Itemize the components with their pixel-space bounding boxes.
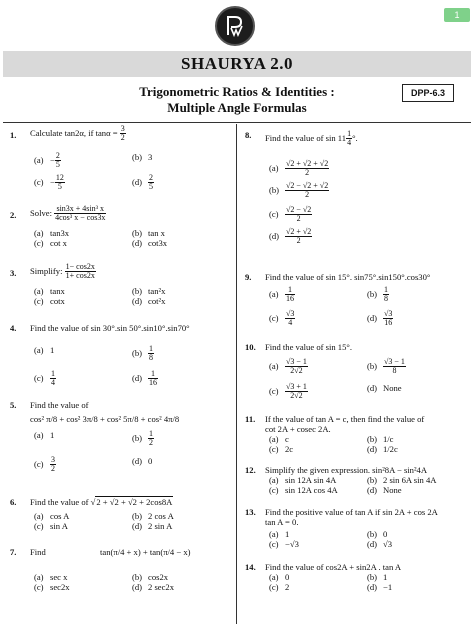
- stem-text: Find the value of sin 15°. sin75°.sin150°.cos30°: [265, 272, 431, 282]
- option-fraction: [55, 174, 65, 192]
- fraction-numerator: √3 + 1: [286, 382, 307, 391]
- option-fraction: [383, 310, 393, 328]
- left-question-number: 7.: [10, 547, 17, 557]
- option-letter: (c): [34, 521, 44, 531]
- option-letter: (a): [269, 434, 279, 444]
- answer-option: [367, 383, 402, 393]
- answer-option: [34, 456, 56, 474]
- page-title: SHAURYA 2.0: [3, 51, 471, 77]
- option-letter: (a): [269, 288, 279, 299]
- answer-option: [367, 485, 402, 495]
- answer-option: [269, 206, 312, 224]
- option-value: 0: [148, 456, 153, 466]
- pw-logo: [215, 6, 255, 46]
- answer-option: [132, 296, 165, 306]
- option-letter: (d): [132, 296, 143, 306]
- answer-option: [269, 572, 289, 582]
- option-value: 0: [285, 572, 290, 582]
- option-letter: (a): [269, 162, 279, 173]
- answer-option: [34, 286, 65, 296]
- left-question-number: 1.: [10, 130, 17, 140]
- fraction-denominator: 8: [384, 294, 388, 304]
- option-value: 2 sin A: [148, 521, 173, 531]
- answer-option: [367, 286, 389, 304]
- fraction-numerator: sin3x + 4sin³ x: [54, 205, 106, 214]
- option-letter: (a): [34, 228, 44, 238]
- answer-option: [34, 152, 61, 170]
- answer-option: [367, 572, 387, 582]
- degree-sign: °.: [352, 132, 358, 143]
- option-letter: (c): [34, 372, 44, 383]
- option-fraction: [285, 160, 329, 178]
- option-letter: (c): [269, 539, 279, 549]
- fraction-numerator: √2 + √2: [286, 227, 312, 236]
- option-letter: (b): [367, 529, 378, 539]
- answer-option: [132, 174, 154, 192]
- left-question-stem: [30, 205, 106, 223]
- option-letter: (c): [34, 458, 44, 469]
- answer-option: [269, 434, 289, 444]
- option-value: √3: [383, 539, 393, 549]
- fraction-denominator: 2√2: [290, 366, 303, 376]
- right-question-stem: [265, 465, 427, 475]
- answer-option: [269, 485, 338, 495]
- option-value: 2 sec2x: [148, 582, 175, 592]
- fraction-denominator: 4: [288, 318, 293, 328]
- answer-option: [269, 286, 295, 304]
- option-value: 1/2c: [383, 444, 398, 454]
- option-value: sin A: [50, 521, 68, 531]
- fraction-denominator: 2: [149, 438, 153, 448]
- option-value: cot²x: [148, 296, 166, 306]
- right-question-number: 13.: [245, 507, 256, 517]
- option-letter: (c): [269, 208, 279, 219]
- option-fraction: [285, 286, 295, 304]
- answer-option: [269, 160, 329, 178]
- option-letter: (d): [269, 230, 280, 241]
- subtitle-line-2: Multiple Angle Formulas: [167, 100, 307, 115]
- option-fraction: [148, 430, 154, 448]
- answer-option: [132, 370, 158, 388]
- option-value: 2 cos A: [148, 511, 174, 521]
- fraction-denominator: 2: [305, 190, 310, 200]
- fraction-denominator: 2: [305, 168, 310, 178]
- answer-option: [367, 444, 398, 454]
- option-letter: (b): [132, 286, 143, 296]
- right-question-number: 14.: [245, 562, 256, 572]
- stem-text: Find the value of: [30, 497, 89, 507]
- option-letter: (d): [367, 444, 378, 454]
- option-letter: (a): [269, 572, 279, 582]
- option-value: cotx: [50, 296, 65, 306]
- option-letter: (b): [132, 152, 143, 162]
- option-fraction: [50, 456, 56, 474]
- stem-text: Find the value of cos2A + sin2A . tan A: [265, 562, 402, 572]
- option-letter: (d): [367, 312, 378, 323]
- answer-option: [132, 345, 154, 363]
- left-question-stem: [30, 125, 126, 143]
- fraction-numerator: √3 − 1: [384, 357, 405, 366]
- option-letter: (a): [34, 286, 44, 296]
- answer-option: [269, 475, 336, 485]
- fraction-numerator: 1: [148, 370, 158, 379]
- right-question-stem: [265, 562, 401, 572]
- option-value: tan3x: [50, 228, 70, 238]
- option-fraction: [285, 182, 329, 200]
- answer-option: [132, 572, 168, 582]
- stem-text: Find the positive value of tan A if sin 2A + cos 2A: [265, 507, 438, 517]
- option-value: 2: [285, 582, 290, 592]
- option-fraction: [148, 370, 158, 388]
- left-question-number: 2.: [10, 210, 17, 220]
- fraction-numerator: 1: [384, 285, 388, 294]
- option-letter: (b): [132, 228, 143, 238]
- dpp-badge: DPP-6.3: [402, 84, 454, 102]
- option-fraction: [285, 383, 308, 401]
- answer-option: [34, 296, 65, 306]
- right-question-stem: [265, 507, 438, 517]
- option-value: 1: [50, 430, 55, 440]
- fraction-numerator: √3: [384, 309, 393, 318]
- option-value: −1: [383, 582, 393, 592]
- option-fraction: [285, 358, 308, 376]
- fraction-numerator: 1: [347, 129, 352, 138]
- option-letter: (a): [269, 529, 279, 539]
- option-letter: (d): [132, 521, 143, 531]
- answer-option: [34, 370, 56, 388]
- option-fraction: [383, 286, 389, 304]
- option-value: None: [383, 485, 402, 495]
- option-value: 1: [383, 572, 388, 582]
- left-question-stem: [30, 400, 88, 410]
- answer-option: [132, 228, 165, 238]
- answer-option: [367, 434, 394, 444]
- option-fraction: [285, 228, 312, 246]
- stem-fraction: [65, 263, 96, 281]
- stem-text: Find the value of sin 11: [265, 132, 347, 143]
- fraction-denominator: 16: [286, 294, 294, 304]
- answer-option: [132, 582, 174, 592]
- right-question-number: 11.: [245, 414, 256, 424]
- answer-option: [132, 456, 152, 466]
- option-letter: (c): [34, 176, 44, 187]
- option-letter: (a): [269, 475, 279, 485]
- answer-option: [269, 228, 312, 246]
- option-letter: (b): [269, 184, 280, 195]
- right-question-stem: [265, 130, 358, 148]
- stem-text: If the value of tan A = c, then find the value of: [265, 414, 425, 424]
- answer-option: [367, 475, 436, 485]
- right-question-stem: [265, 414, 424, 424]
- option-letter: (c): [34, 238, 44, 248]
- answer-option: [34, 430, 54, 440]
- right-question-stem: [265, 342, 352, 352]
- right-question-stem: [265, 272, 430, 282]
- option-value: None: [383, 383, 402, 393]
- fraction-numerator: √2 − √2 + √2: [286, 181, 329, 190]
- fraction-numerator: 1: [149, 429, 153, 438]
- option-value: 1/c: [383, 434, 394, 444]
- option-letter: (a): [34, 511, 44, 521]
- answer-option: [34, 511, 69, 521]
- answer-option: [367, 310, 393, 328]
- option-letter: (b): [132, 511, 143, 521]
- page-number-badge: 1: [444, 8, 470, 22]
- fraction-numerator: 12: [55, 173, 64, 182]
- stem-fraction: [54, 205, 106, 223]
- option-value: c: [285, 434, 289, 444]
- answer-option: [34, 238, 67, 248]
- option-letter: (c): [34, 296, 44, 306]
- option-letter: (a): [34, 154, 44, 165]
- fraction-denominator: 4: [51, 378, 55, 388]
- fraction-numerator: 1: [149, 344, 153, 353]
- option-value: 0: [383, 529, 388, 539]
- option-sign: −: [50, 154, 55, 165]
- left-question-stem: [30, 547, 100, 557]
- option-fraction: [148, 174, 154, 192]
- option-value: tanx: [50, 286, 65, 296]
- fraction-numerator: √3 − 1: [286, 357, 307, 366]
- option-fraction: [383, 358, 406, 376]
- answer-option: [367, 358, 406, 376]
- option-value: 2 sin 6A sin 4A: [383, 475, 437, 485]
- option-letter: (b): [367, 475, 378, 485]
- fraction-numerator: √2 + √2 + √2: [286, 159, 329, 168]
- option-letter: (b): [132, 347, 143, 358]
- option-letter: (b): [367, 572, 378, 582]
- option-value: −√3: [285, 539, 299, 549]
- option-value: tan x: [148, 228, 165, 238]
- option-value: sec2x: [50, 582, 70, 592]
- left-question-number: 5.: [10, 400, 17, 410]
- option-letter: (c): [34, 582, 44, 592]
- answer-option: [132, 511, 174, 521]
- option-letter: (b): [132, 572, 143, 582]
- left-question-number: 6.: [10, 497, 17, 507]
- option-letter: (b): [132, 432, 143, 443]
- option-fraction: [285, 310, 295, 328]
- option-value: cot3x: [148, 238, 168, 248]
- option-letter: (b): [367, 360, 378, 371]
- answer-option: [132, 430, 154, 448]
- answer-option: [34, 521, 68, 531]
- stem-text: Find the value of: [30, 400, 89, 410]
- option-value: 2c: [285, 444, 294, 454]
- fraction-numerator: 3: [51, 455, 55, 464]
- right-question-stem-line-2: cot 2A + cosec 2A.: [265, 424, 331, 434]
- option-letter: (d): [367, 383, 378, 393]
- answer-option: [132, 152, 152, 162]
- right-question-stem-line-2: tan A = 0.: [265, 517, 299, 527]
- column-divider: [236, 124, 237, 624]
- answer-option: [269, 182, 329, 200]
- fraction-numerator: 1− cos2x: [65, 262, 95, 271]
- stem-text: Solve:: [30, 207, 52, 218]
- answer-option: [367, 582, 392, 592]
- option-letter: (d): [132, 582, 143, 592]
- stem-fraction: [120, 125, 126, 143]
- answer-option: [34, 345, 54, 355]
- fraction-denominator: 2√2: [290, 391, 303, 401]
- left-question-expression: cos² π/8 + cos² 3π/8 + cos² 5π/8 + cos² 4π/8: [30, 414, 180, 424]
- header-divider: [3, 122, 471, 123]
- option-letter: (c): [269, 444, 279, 454]
- right-question-number: 8.: [245, 130, 252, 140]
- option-letter: (d): [132, 456, 143, 466]
- fraction-denominator: 16: [149, 378, 157, 388]
- fraction-numerator: 1: [285, 286, 295, 295]
- option-fraction: [285, 206, 312, 224]
- answer-option: [269, 383, 308, 401]
- option-letter: (c): [269, 582, 279, 592]
- stem-text: Calculate tan2α, if tanα =: [30, 127, 118, 138]
- fraction-denominator: 2: [296, 236, 301, 246]
- answer-option: [34, 174, 65, 192]
- option-letter: (d): [132, 372, 143, 383]
- fraction-denominator: 5: [57, 182, 62, 192]
- option-sign: −: [50, 176, 55, 187]
- fraction-numerator: 2: [55, 151, 60, 160]
- option-value: cot x: [50, 238, 67, 248]
- option-fraction: [148, 345, 154, 363]
- left-question-stem: [30, 497, 173, 507]
- option-letter: (a): [34, 345, 44, 355]
- answer-option: [269, 358, 308, 376]
- answer-option: [34, 228, 69, 238]
- fraction-denominator: 4cos³ x − cos3x: [55, 213, 106, 223]
- answer-option: [269, 444, 293, 454]
- right-question-number: 9.: [245, 272, 252, 282]
- fraction-denominator: 5: [149, 182, 153, 192]
- subtitle-line-1: Trigonometric Ratios & Identities :: [139, 84, 335, 99]
- option-letter: (d): [367, 485, 378, 495]
- answer-option: [367, 539, 392, 549]
- answer-option: [34, 582, 70, 592]
- option-letter: (a): [34, 572, 44, 582]
- answer-option: [34, 572, 67, 582]
- option-letter: (a): [269, 360, 279, 371]
- stem-text: Find: [30, 547, 46, 557]
- fraction-denominator: 2: [296, 214, 301, 224]
- option-value: cos A: [50, 511, 70, 521]
- left-question-number: 3.: [10, 268, 17, 278]
- fraction-denominator: 16: [384, 318, 393, 328]
- fraction-numerator: 2: [149, 173, 153, 182]
- option-value: sin 12A cos 4A: [285, 485, 338, 495]
- option-value: sec x: [50, 572, 68, 582]
- answer-option: [269, 582, 289, 592]
- left-question-number: 4.: [10, 323, 17, 333]
- option-letter: (c): [269, 312, 279, 323]
- right-question-number: 12.: [245, 465, 256, 475]
- option-value: 1: [285, 529, 290, 539]
- answer-option: [367, 529, 387, 539]
- left-question-expression: tan(π/4 + x) + tan(π/4 − x): [100, 547, 191, 557]
- sqrt-sign: √: [90, 497, 96, 507]
- option-letter: (d): [132, 176, 143, 187]
- stem-text: Simplify the given expression. sin²8A − sin²4A: [265, 465, 428, 475]
- option-value: tan²x: [148, 286, 166, 296]
- option-value: 1: [50, 345, 55, 355]
- right-question-number: 10.: [245, 342, 256, 352]
- option-fraction: [50, 370, 56, 388]
- option-letter: (d): [132, 238, 143, 248]
- option-letter: (c): [269, 485, 279, 495]
- fraction-denominator: 2: [51, 464, 55, 474]
- option-fraction: [55, 152, 61, 170]
- radical-expression: 2 + √2 + √2 + 2cos8A: [96, 497, 173, 507]
- fraction-denominator: 8: [392, 366, 397, 376]
- fraction-numerator: √2 − √2: [286, 205, 312, 214]
- stem-text: Find the value of sin 30°.sin 50°.sin10°.sin70°: [30, 323, 190, 333]
- answer-option: [132, 286, 165, 296]
- pw-logo-icon: [217, 8, 253, 44]
- fraction-denominator: 5: [55, 160, 60, 170]
- answer-option: [132, 521, 172, 531]
- option-letter: (a): [34, 430, 44, 440]
- answer-option: [269, 310, 295, 328]
- stem-text: Find the value of sin 15°.: [265, 342, 352, 352]
- fraction-denominator: 8: [149, 353, 153, 363]
- left-question-stem: [30, 323, 190, 333]
- option-letter: (c): [269, 385, 279, 396]
- option-value: cos2x: [148, 572, 169, 582]
- fraction-denominator: 4: [347, 138, 352, 148]
- left-question-stem: [30, 263, 96, 281]
- option-letter: (b): [367, 434, 378, 444]
- option-value: 3: [148, 152, 153, 162]
- option-letter: (b): [367, 288, 378, 299]
- stem-text: Simplify:: [30, 265, 63, 276]
- answer-option: [269, 539, 299, 549]
- fraction-numerator: 1: [51, 369, 55, 378]
- answer-option: [269, 529, 289, 539]
- fraction-numerator: 3: [120, 124, 125, 133]
- option-value: sin 12A sin 4A: [285, 475, 337, 485]
- fraction-denominator: 1+ cos2x: [65, 271, 95, 281]
- answer-option: [132, 238, 167, 248]
- fraction-denominator: 2: [120, 133, 125, 143]
- option-letter: (d): [367, 539, 378, 549]
- option-letter: (d): [367, 582, 378, 592]
- fraction-numerator: √3: [286, 309, 295, 318]
